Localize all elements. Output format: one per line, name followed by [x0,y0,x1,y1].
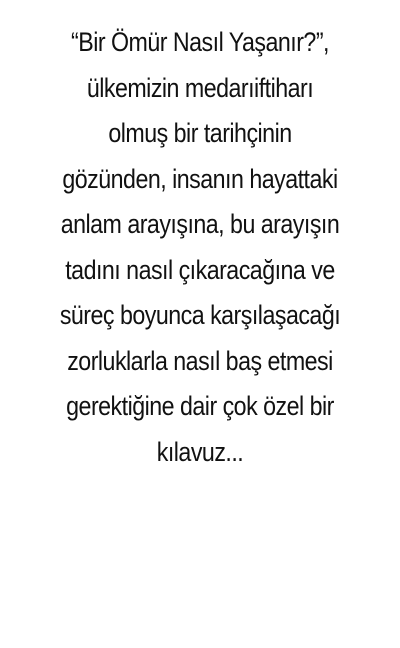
description-line: süreç boyunca karşılaşacağı [59,300,341,330]
description-line: anlam arayışına, bu arayışın [60,209,340,239]
book-description [12,20,388,475]
description-line: kılavuz... [156,436,244,467]
description-line: gerektiğine dair çok özel bir [66,391,334,421]
description-line: ülkemizin medarıiftiharı [86,72,314,103]
description-line: zorluklarla nasıl baş etmesi [67,345,333,376]
description-line: tadını nasıl çıkaracağına ve [65,254,335,285]
description-line: “Bir Ömür Nasıl Yaşanır?”, [70,27,329,57]
description-line: gözünden, insanın hayattaki [62,163,338,194]
description-line: olmuş bir tarihçinin [108,118,292,148]
